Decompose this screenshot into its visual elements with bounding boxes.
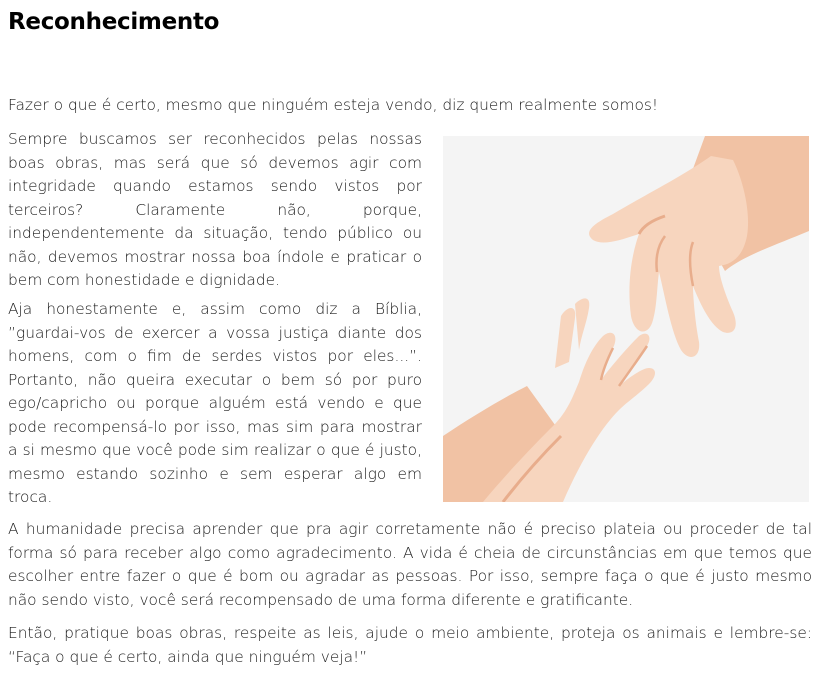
body-paragraph-3: A humanidade precisa aprender que pra agir corretamente não é preciso plateia ou proceder de tal forma só para receber algo como agradecimento. A vida é cheia de circunstâncias em que temos que escolher entre fazer o que é bom ou agradar as pessoas. Por isso, sempre faça o que é justo mesmo não sendo visto, você será recompensado de uma forma diferente e gratificante. xyxy=(8,520,812,609)
body-paragraph-1: Sempre buscamos ser reconhecidos pelas nossas boas obras, mas será que só devemos agir com integridade quando estamos sendo vistos por terceiros? Claramente não, porque, independentemente da situação, tendo público ou não, devemos mostrar nossa boa índole e praticar o bem com honestidade e dignidade. xyxy=(8,130,422,289)
lead-paragraph: Fazer o que é certo, mesmo que ninguém esteja vendo, diz quem realmente somos! xyxy=(8,96,659,114)
body-paragraph-4: Então, pratique boas obras, respeite as leis, ajude o meio ambiente, proteja os animais e lembre-se: “Faça o que é certo, ainda que ninguém veja!” xyxy=(8,624,812,666)
reaching-hands-illustration xyxy=(443,136,809,502)
body-paragraph-2: Aja honestamente e, assim como diz a Bíblia, ”guardai-vos de exercer a vossa justiça diante dos homens, com o fim de serdes vistos por eles...”. Portanto, não queira executar o bem só por puro ego/capricho ou porque alguém está vendo e que pode recompensá-lo por isso, mas sim para mostrar a si mesmo que você pode sim realizar o que é justo, mesmo estando sozinho e sem esperar algo em troca. xyxy=(8,300,422,506)
page-title: Reconhecimento xyxy=(8,9,220,35)
upper-hand-palm xyxy=(589,156,748,357)
hands-icon xyxy=(443,136,809,502)
